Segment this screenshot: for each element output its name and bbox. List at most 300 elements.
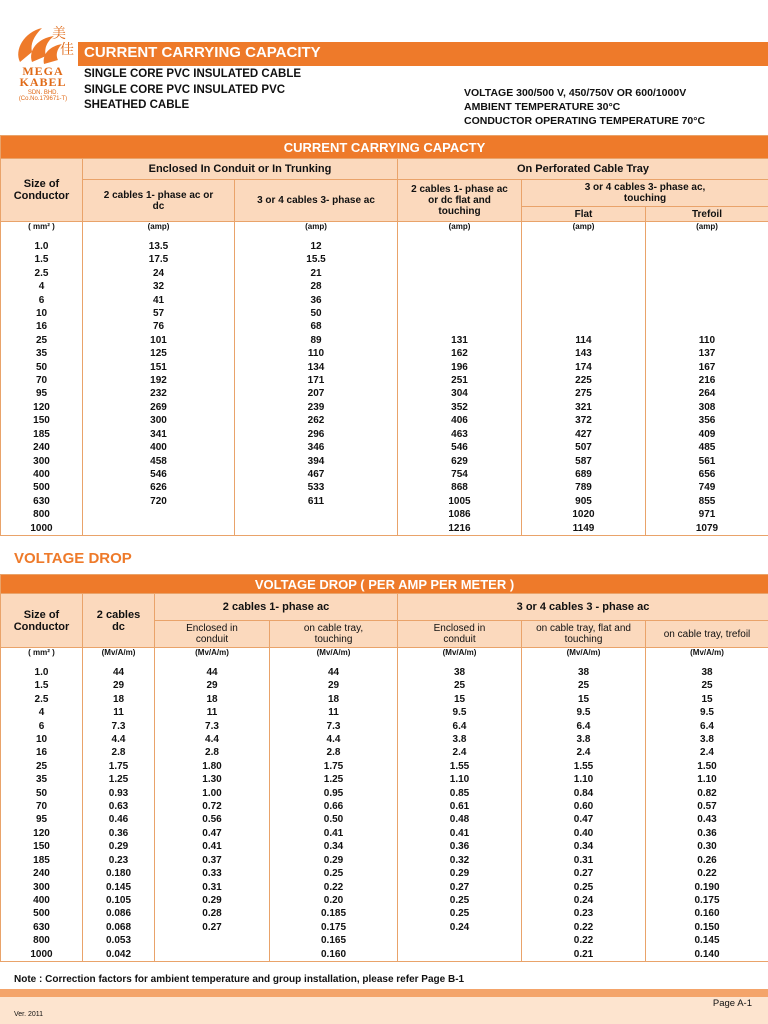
vd-value-cell: 0.27 xyxy=(522,867,646,880)
vd-value-cell: 0.61 xyxy=(398,800,522,813)
cc-value-cell xyxy=(83,522,235,536)
vd-value-cell: 2.8 xyxy=(155,746,270,759)
page-number: Page A-1 xyxy=(712,998,752,1009)
cc-value-cell: 427 xyxy=(522,428,646,441)
cc-table-row xyxy=(1,361,768,374)
cc-size-cell: 150 xyxy=(1,414,83,427)
vd-value-cell: 1.30 xyxy=(155,773,270,786)
cc-size-cell: 400 xyxy=(1,468,83,481)
cc-value-cell: 868 xyxy=(398,481,522,494)
vd-unit-cell: (Mv/A/m) xyxy=(646,648,768,667)
vd-value-cell: 0.25 xyxy=(270,867,398,880)
vd-table-row xyxy=(1,679,768,692)
cc-value-cell: 13.5 xyxy=(83,240,235,253)
cable-type-line-3: SHEATHED CABLE xyxy=(84,99,190,111)
cc-value-cell: 971 xyxy=(646,508,768,521)
vd-size-cell: 120 xyxy=(1,827,83,840)
cc-value-cell xyxy=(646,307,768,320)
cc-value-cell xyxy=(522,294,646,307)
vd-table-row xyxy=(1,840,768,853)
svg-text:佳: 佳 xyxy=(60,42,74,58)
cc-value-cell: 296 xyxy=(235,428,398,441)
vd-size-cell: 10 xyxy=(1,733,83,746)
cc-value-cell: 587 xyxy=(522,455,646,468)
vd-col-1ph-conduit: Enclosed in conduit xyxy=(155,621,270,648)
cc-size-cell: 185 xyxy=(1,428,83,441)
vd-table-row xyxy=(1,867,768,880)
vd-value-cell: 7.3 xyxy=(155,720,270,733)
cc-value-cell: 789 xyxy=(522,481,646,494)
vd-value-cell: 0.25 xyxy=(522,881,646,894)
vd-value-cell: 1.10 xyxy=(522,773,646,786)
version-label: Ver. 2011 xyxy=(14,1011,44,1018)
cc-size-cell: 1.0 xyxy=(1,240,83,253)
vd-size-cell: 4 xyxy=(1,706,83,719)
vd-table-row xyxy=(1,746,768,759)
cc-value-cell: 32 xyxy=(83,280,235,293)
footer-band xyxy=(0,989,768,997)
correction-note: Note : Correction factors for ambient temperature and group installation, please refer Page B-1 xyxy=(14,974,465,985)
vd-value-cell: 0.185 xyxy=(270,907,398,920)
voltage-drop-table xyxy=(0,574,768,962)
cc-table-caption: CURRENT CARRYING CAPACTY xyxy=(1,136,768,159)
cc-value-cell: 855 xyxy=(646,495,768,508)
vd-table-row xyxy=(1,706,768,719)
cc-value-cell: 192 xyxy=(83,374,235,387)
vd-value-cell: 2.4 xyxy=(398,746,522,759)
cc-unit-cell: (amp) xyxy=(235,222,398,241)
vd-value-cell: 4.4 xyxy=(155,733,270,746)
vd-value-cell: 15 xyxy=(522,693,646,706)
cc-table-body xyxy=(1,222,768,536)
vd-value-cell: 1.25 xyxy=(83,773,155,786)
cc-value-cell xyxy=(83,508,235,521)
vd-unit-cell: (Mv/A/m) xyxy=(155,648,270,667)
vd-value-cell: 4.4 xyxy=(83,733,155,746)
cc-value-cell: 406 xyxy=(398,414,522,427)
cc-value-cell: 352 xyxy=(398,401,522,414)
vd-value-cell: 0.50 xyxy=(270,813,398,826)
vd-col-3ph-flat: on cable tray, flat and touching xyxy=(522,621,646,648)
vd-value-cell: 0.33 xyxy=(155,867,270,880)
cc-value-cell: 346 xyxy=(235,441,398,454)
cc-value-cell xyxy=(235,508,398,521)
vd-size-header: Size of Conductor xyxy=(1,594,83,648)
cc-value-cell xyxy=(522,307,646,320)
vd-value-cell: 1.75 xyxy=(270,760,398,773)
cc-value-cell xyxy=(398,294,522,307)
cc-value-cell: 546 xyxy=(398,441,522,454)
spec-ambient: AMBIENT TEMPERATURE 30°C xyxy=(464,101,621,113)
cc-value-cell: 125 xyxy=(83,347,235,360)
vd-value-cell: 44 xyxy=(270,666,398,679)
vd-col-3ph-conduit: Enclosed in conduit xyxy=(398,621,522,648)
cc-col-trefoil: Trefoil xyxy=(646,207,768,222)
cc-value-cell: 1149 xyxy=(522,522,646,536)
cc-value-cell: 507 xyxy=(522,441,646,454)
vd-size-cell: 25 xyxy=(1,760,83,773)
cc-value-cell: 754 xyxy=(398,468,522,481)
vd-group-1phase: 2 cables 1- phase ac xyxy=(155,594,398,621)
vd-value-cell xyxy=(155,948,270,962)
vd-value-cell: 15 xyxy=(646,693,768,706)
vd-value-cell: 0.36 xyxy=(83,827,155,840)
cc-size-cell: 2.5 xyxy=(1,267,83,280)
vd-size-cell: 70 xyxy=(1,800,83,813)
cc-value-cell: 110 xyxy=(646,334,768,347)
vd-value-cell: 3.8 xyxy=(522,733,646,746)
cc-unit-cell: (amp) xyxy=(398,222,522,241)
vd-table-row xyxy=(1,813,768,826)
cc-size-cell: 4 xyxy=(1,280,83,293)
vd-table-row xyxy=(1,907,768,920)
vd-value-cell: 29 xyxy=(155,679,270,692)
cc-size-cell: 800 xyxy=(1,508,83,521)
cc-size-cell: 25 xyxy=(1,334,83,347)
vd-table-row xyxy=(1,948,768,962)
vd-value-cell: 0.36 xyxy=(646,827,768,840)
logo-mark-icon xyxy=(10,22,74,68)
vd-value-cell: 0.180 xyxy=(83,867,155,880)
vd-col-1ph-tray: on cable tray, touching xyxy=(270,621,398,648)
vd-value-cell: 0.21 xyxy=(522,948,646,962)
brand-name-line2: KABEL xyxy=(19,75,67,89)
cc-value-cell xyxy=(398,253,522,266)
vd-table-body xyxy=(1,648,768,962)
cc-value-cell: 533 xyxy=(235,481,398,494)
vd-value-cell: 1.75 xyxy=(83,760,155,773)
vd-table-row xyxy=(1,894,768,907)
vd-value-cell: 0.175 xyxy=(270,921,398,934)
spec-conductor-temp: CONDUCTOR OPERATING TEMPERATURE 70°C xyxy=(464,115,706,127)
cc-value-cell: 15.5 xyxy=(235,253,398,266)
cc-size-cell: 95 xyxy=(1,387,83,400)
cc-value-cell xyxy=(646,280,768,293)
vd-value-cell: 0.160 xyxy=(270,948,398,962)
vd-unit-cell: ( mm² ) xyxy=(1,648,83,667)
cc-value-cell: 304 xyxy=(398,387,522,400)
vd-value-cell: 0.053 xyxy=(83,934,155,947)
cc-table-row xyxy=(1,240,768,253)
cc-value-cell: 134 xyxy=(235,361,398,374)
vd-value-cell: 0.086 xyxy=(83,907,155,920)
vd-value-cell: 25 xyxy=(398,679,522,692)
cc-unit-cell: (amp) xyxy=(646,222,768,241)
cc-value-cell: 269 xyxy=(83,401,235,414)
vd-value-cell: 0.29 xyxy=(270,854,398,867)
vd-table-row xyxy=(1,934,768,947)
cc-value-cell xyxy=(646,253,768,266)
cc-value-cell xyxy=(522,280,646,293)
vd-value-cell: 1.00 xyxy=(155,787,270,800)
cc-value-cell xyxy=(235,522,398,536)
cc-value-cell: 137 xyxy=(646,347,768,360)
vd-value-cell: 1.80 xyxy=(155,760,270,773)
vd-size-cell: 240 xyxy=(1,867,83,880)
cc-value-cell: 409 xyxy=(646,428,768,441)
cc-size-cell: 16 xyxy=(1,320,83,333)
vd-size-cell: 185 xyxy=(1,854,83,867)
cc-size-cell: 10 xyxy=(1,307,83,320)
cc-value-cell: 720 xyxy=(83,495,235,508)
cc-unit-cell: ( mm² ) xyxy=(1,222,83,241)
vd-table-row xyxy=(1,693,768,706)
vd-value-cell: 2.8 xyxy=(270,746,398,759)
cc-value-cell xyxy=(398,240,522,253)
cc-size-cell: 70 xyxy=(1,374,83,387)
cc-value-cell: 1216 xyxy=(398,522,522,536)
page-title: CURRENT CARRYING CAPACITY xyxy=(84,44,321,61)
vd-units-row xyxy=(1,648,768,667)
vd-value-cell: 2.4 xyxy=(646,746,768,759)
cc-value-cell: 239 xyxy=(235,401,398,414)
cc-value-cell: 629 xyxy=(398,455,522,468)
vd-value-cell: 0.25 xyxy=(398,907,522,920)
vd-size-cell: 1000 xyxy=(1,948,83,962)
vd-value-cell: 0.29 xyxy=(398,867,522,880)
cc-value-cell: 225 xyxy=(522,374,646,387)
vd-unit-cell: (Mv/A/m) xyxy=(398,648,522,667)
cc-group-conduit: Enclosed In Conduit or In Trunking xyxy=(83,159,398,180)
cc-value-cell: 275 xyxy=(522,387,646,400)
brand-name xyxy=(8,66,78,88)
vd-value-cell: 7.3 xyxy=(270,720,398,733)
vd-size-cell: 2.5 xyxy=(1,693,83,706)
cc-size-cell: 120 xyxy=(1,401,83,414)
cc-table-row xyxy=(1,468,768,481)
cc-value-cell: 12 xyxy=(235,240,398,253)
vd-table-row xyxy=(1,666,768,679)
cc-value-cell: 321 xyxy=(522,401,646,414)
vd-table-caption: VOLTAGE DROP ( PER AMP PER METER ) xyxy=(1,575,768,594)
cc-value-cell xyxy=(522,320,646,333)
cc-table-row xyxy=(1,428,768,441)
vd-table-row xyxy=(1,827,768,840)
cc-value-cell: 458 xyxy=(83,455,235,468)
vd-value-cell: 29 xyxy=(83,679,155,692)
cc-table-row xyxy=(1,455,768,468)
cc-col-2cables: 2 cables 1- phase ac or dc xyxy=(83,180,235,222)
vd-value-cell xyxy=(155,934,270,947)
cc-table-row xyxy=(1,522,768,536)
cc-value-cell: 110 xyxy=(235,347,398,360)
vd-value-cell: 0.40 xyxy=(522,827,646,840)
vd-value-cell: 1.10 xyxy=(398,773,522,786)
cc-value-cell: 546 xyxy=(83,468,235,481)
vd-value-cell xyxy=(398,948,522,962)
cc-table-row xyxy=(1,267,768,280)
vd-value-cell: 0.20 xyxy=(270,894,398,907)
vd-group-3phase: 3 or 4 cables 3 - phase ac xyxy=(398,594,768,621)
vd-value-cell: 1.25 xyxy=(270,773,398,786)
cc-table-row xyxy=(1,481,768,494)
vd-value-cell: 0.24 xyxy=(522,894,646,907)
cc-value-cell xyxy=(522,267,646,280)
vd-value-cell: 0.43 xyxy=(646,813,768,826)
cc-value-cell: 24 xyxy=(83,267,235,280)
vd-value-cell: 0.57 xyxy=(646,800,768,813)
vd-value-cell: 0.46 xyxy=(83,813,155,826)
cc-value-cell: 1079 xyxy=(646,522,768,536)
cc-table-row xyxy=(1,347,768,360)
vd-value-cell: 7.3 xyxy=(83,720,155,733)
cc-value-cell: 356 xyxy=(646,414,768,427)
voltage-drop-section-title: VOLTAGE DROP xyxy=(14,550,132,567)
cc-value-cell: 50 xyxy=(235,307,398,320)
cc-value-cell: 143 xyxy=(522,347,646,360)
cc-size-cell: 300 xyxy=(1,455,83,468)
cc-table-row xyxy=(1,253,768,266)
cc-value-cell xyxy=(646,294,768,307)
cc-table-row xyxy=(1,307,768,320)
cc-value-cell: 264 xyxy=(646,387,768,400)
cc-value-cell xyxy=(522,240,646,253)
vd-table-row xyxy=(1,921,768,934)
cc-size-cell: 6 xyxy=(1,294,83,307)
vd-value-cell: 2.8 xyxy=(83,746,155,759)
vd-size-cell: 500 xyxy=(1,907,83,920)
vd-value-cell: 9.5 xyxy=(646,706,768,719)
vd-value-cell: 18 xyxy=(155,693,270,706)
cc-value-cell: 1020 xyxy=(522,508,646,521)
cc-value-cell: 1005 xyxy=(398,495,522,508)
vd-value-cell: 0.22 xyxy=(646,867,768,880)
cc-group-tray: On Perforated Cable Tray xyxy=(398,159,768,180)
cc-value-cell xyxy=(646,267,768,280)
vd-size-cell: 150 xyxy=(1,840,83,853)
cc-size-cell: 1000 xyxy=(1,522,83,536)
cc-value-cell: 749 xyxy=(646,481,768,494)
vd-value-cell: 0.24 xyxy=(398,921,522,934)
cc-value-cell: 36 xyxy=(235,294,398,307)
cc-value-cell: 196 xyxy=(398,361,522,374)
cc-size-cell: 630 xyxy=(1,495,83,508)
vd-size-cell: 1.5 xyxy=(1,679,83,692)
vd-value-cell: 0.145 xyxy=(83,881,155,894)
vd-value-cell: 44 xyxy=(83,666,155,679)
vd-size-cell: 400 xyxy=(1,894,83,907)
cc-value-cell: 1086 xyxy=(398,508,522,521)
cc-value-cell xyxy=(398,320,522,333)
vd-value-cell: 0.31 xyxy=(522,854,646,867)
cc-value-cell: 174 xyxy=(522,361,646,374)
vd-dc-header: 2 cables dc xyxy=(83,594,155,648)
vd-value-cell: 0.95 xyxy=(270,787,398,800)
vd-value-cell: 18 xyxy=(270,693,398,706)
svg-text:美: 美 xyxy=(52,26,66,42)
cc-unit-cell: (amp) xyxy=(83,222,235,241)
vd-value-cell: 0.27 xyxy=(398,881,522,894)
cc-col-tray-3or4-group: 3 or 4 cables 3- phase ac, touching xyxy=(522,180,768,207)
vd-table-row xyxy=(1,773,768,786)
cc-value-cell: 467 xyxy=(235,468,398,481)
cc-value-cell: 131 xyxy=(398,334,522,347)
cc-col-tray-2cables: 2 cables 1- phase ac or dc flat and touching xyxy=(398,180,522,222)
vd-value-cell: 1.55 xyxy=(522,760,646,773)
vd-col-3ph-trefoil: on cable tray, trefoil xyxy=(646,621,768,648)
cc-value-cell xyxy=(398,267,522,280)
vd-value-cell: 6.4 xyxy=(398,720,522,733)
cc-value-cell: 68 xyxy=(235,320,398,333)
vd-size-cell: 630 xyxy=(1,921,83,934)
cc-value-cell: 76 xyxy=(83,320,235,333)
cc-unit-cell: (amp) xyxy=(522,222,646,241)
vd-value-cell: 1.55 xyxy=(398,760,522,773)
cc-value-cell: 394 xyxy=(235,455,398,468)
vd-value-cell: 0.150 xyxy=(646,921,768,934)
vd-value-cell: 0.29 xyxy=(155,894,270,907)
cc-col-flat: Flat xyxy=(522,207,646,222)
cc-value-cell: 905 xyxy=(522,495,646,508)
cc-value-cell: 151 xyxy=(83,361,235,374)
cc-value-cell: 611 xyxy=(235,495,398,508)
cc-size-cell: 35 xyxy=(1,347,83,360)
cc-value-cell: 372 xyxy=(522,414,646,427)
vd-value-cell: 0.60 xyxy=(522,800,646,813)
cc-size-cell: 50 xyxy=(1,361,83,374)
vd-value-cell: 15 xyxy=(398,693,522,706)
vd-unit-cell: (Mv/A/m) xyxy=(83,648,155,667)
cc-value-cell: 41 xyxy=(83,294,235,307)
cc-size-cell: 1.5 xyxy=(1,253,83,266)
vd-value-cell: 0.140 xyxy=(646,948,768,962)
cc-value-cell xyxy=(646,320,768,333)
cable-type-line-2: SINGLE CORE PVC INSULATED PVC xyxy=(84,84,286,96)
vd-value-cell: 0.175 xyxy=(646,894,768,907)
vd-unit-cell: (Mv/A/m) xyxy=(522,648,646,667)
cable-type-line-1: SINGLE CORE PVC INSULATED CABLE xyxy=(84,68,302,80)
vd-value-cell: 0.93 xyxy=(83,787,155,800)
vd-value-cell: 0.82 xyxy=(646,787,768,800)
cc-value-cell xyxy=(646,240,768,253)
cc-value-cell: 689 xyxy=(522,468,646,481)
brand-subtitle: SDN. BHD. (Co.No.179671-T) xyxy=(18,90,68,102)
vd-value-cell: 3.8 xyxy=(646,733,768,746)
vd-value-cell: 0.29 xyxy=(83,840,155,853)
cc-value-cell: 28 xyxy=(235,280,398,293)
vd-value-cell: 0.165 xyxy=(270,934,398,947)
vd-size-cell: 35 xyxy=(1,773,83,786)
vd-value-cell: 0.22 xyxy=(522,934,646,947)
vd-value-cell: 0.72 xyxy=(155,800,270,813)
vd-value-cell: 0.56 xyxy=(155,813,270,826)
vd-value-cell: 25 xyxy=(522,679,646,692)
vd-value-cell: 38 xyxy=(522,666,646,679)
vd-value-cell: 11 xyxy=(270,706,398,719)
vd-value-cell: 6.4 xyxy=(522,720,646,733)
vd-table-row xyxy=(1,854,768,867)
cc-value-cell: 463 xyxy=(398,428,522,441)
vd-value-cell: 0.47 xyxy=(522,813,646,826)
vd-value-cell: 0.48 xyxy=(398,813,522,826)
vd-value-cell: 0.22 xyxy=(270,881,398,894)
vd-value-cell: 38 xyxy=(398,666,522,679)
vd-value-cell: 44 xyxy=(155,666,270,679)
cc-value-cell: 162 xyxy=(398,347,522,360)
vd-value-cell: 0.042 xyxy=(83,948,155,962)
cc-units-row xyxy=(1,222,768,241)
cc-value-cell: 561 xyxy=(646,455,768,468)
vd-value-cell: 0.28 xyxy=(155,907,270,920)
cc-table-row xyxy=(1,401,768,414)
spec-voltage: VOLTAGE 300/500 V, 450/750V OR 600/1000V xyxy=(464,87,687,99)
vd-value-cell: 9.5 xyxy=(398,706,522,719)
vd-table-row xyxy=(1,760,768,773)
cc-table-row xyxy=(1,374,768,387)
vd-size-cell: 50 xyxy=(1,787,83,800)
cc-size-cell: 240 xyxy=(1,441,83,454)
vd-value-cell: 1.50 xyxy=(646,760,768,773)
